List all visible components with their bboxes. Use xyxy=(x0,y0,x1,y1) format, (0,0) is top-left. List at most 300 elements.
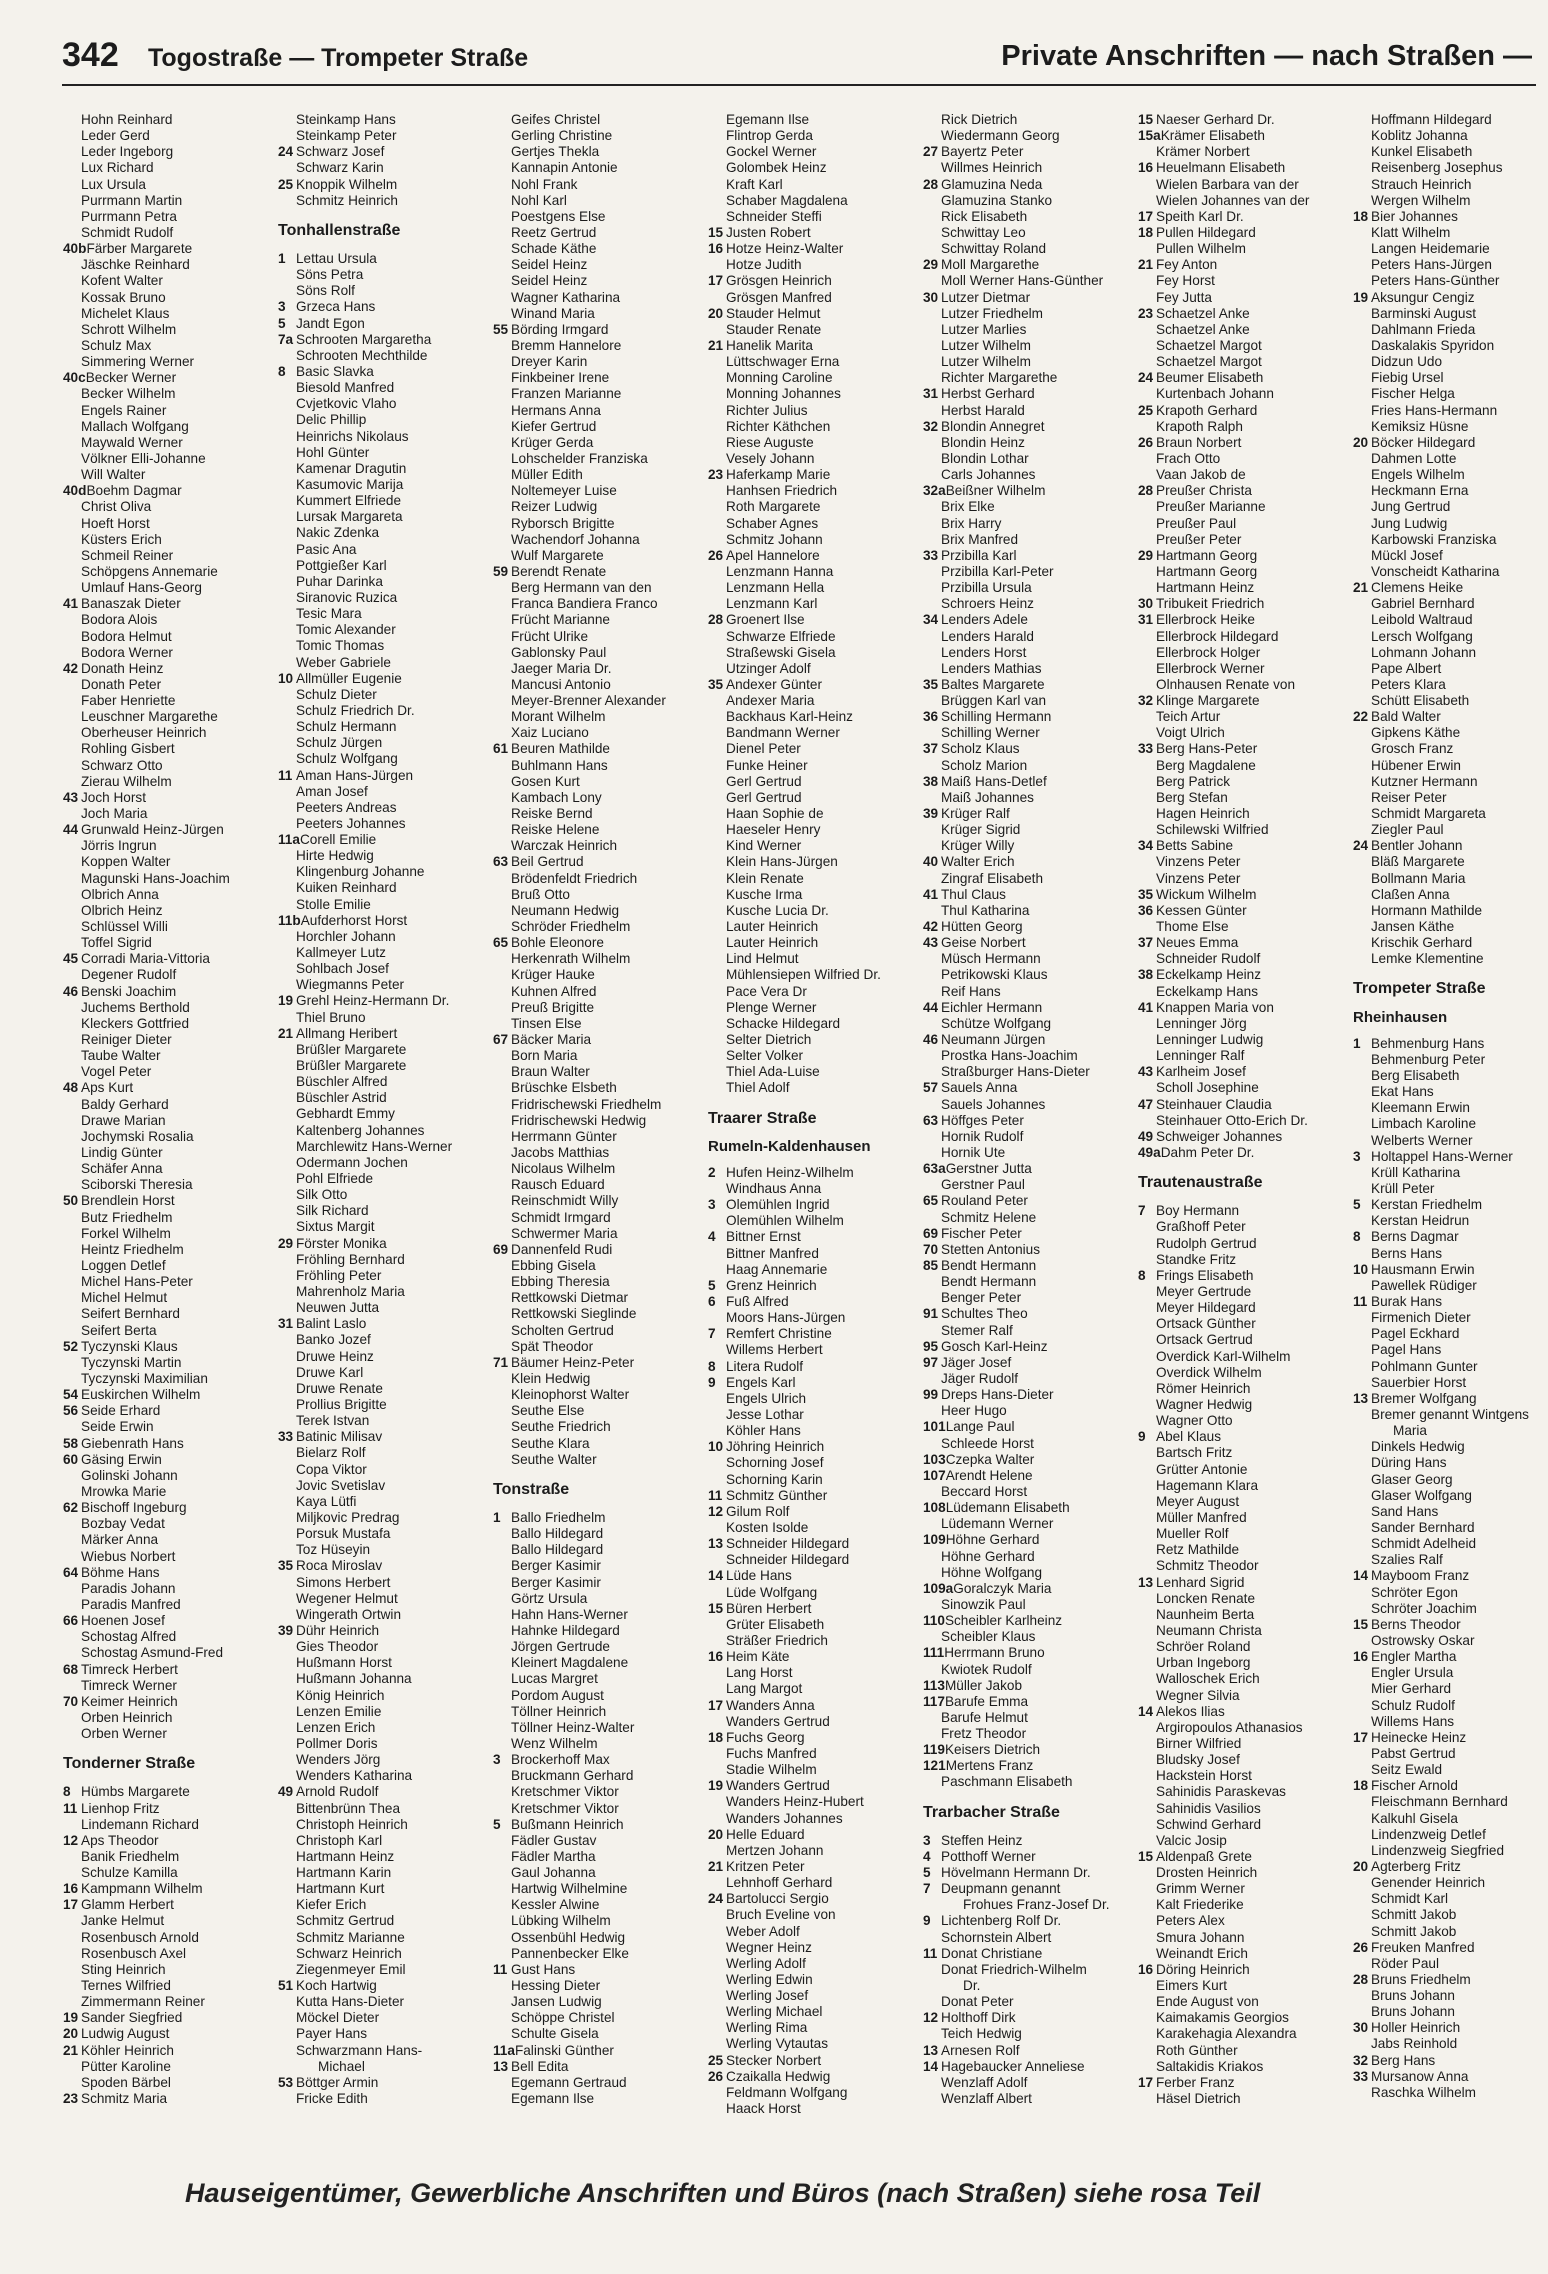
resident-name: Donat Peter xyxy=(941,1994,1014,2010)
resident-entry xyxy=(1353,1229,1543,1245)
resident-name: Höhne Gerhard xyxy=(945,1532,1040,1548)
house-number: 31 xyxy=(1138,612,1154,628)
resident-name: Büschler Astrid xyxy=(296,1090,387,1106)
resident-entry xyxy=(278,429,483,445)
resident-entry xyxy=(63,354,268,370)
resident-name: Fridrischewski Friedhelm xyxy=(511,1096,662,1112)
resident-entry xyxy=(278,1575,483,1591)
house-number: 35 xyxy=(1138,886,1154,902)
resident-name: Abel Klaus xyxy=(1156,1429,1221,1445)
house-number: 5 xyxy=(278,315,286,331)
resident-name: Schmidt Rudolf xyxy=(81,224,174,240)
house-number: 5 xyxy=(1353,1197,1361,1213)
resident-entry xyxy=(1353,1536,1543,1552)
resident-entry xyxy=(1353,1811,1543,1827)
resident-name: Umlauf Hans-Georg xyxy=(81,580,202,596)
house-number: 95 xyxy=(923,1338,939,1354)
resident-name: Schrooten Mechthilde xyxy=(296,347,428,363)
house-number: 42 xyxy=(923,919,939,935)
house-number: 65 xyxy=(923,1193,939,1209)
resident-name: Müsch Hermann xyxy=(941,951,1041,967)
resident-entry xyxy=(708,2036,913,2052)
resident-entry xyxy=(1138,1300,1343,1316)
resident-entry xyxy=(1138,1064,1343,1080)
resident-name: Straßewski Gisela xyxy=(726,644,836,660)
resident-name: Wagner Katharina xyxy=(511,289,621,305)
resident-entry xyxy=(493,774,698,790)
resident-name: Straßburger Hans-Dieter xyxy=(941,1064,1090,1080)
resident-name: Gerstner Jutta xyxy=(945,1161,1032,1177)
resident-entry xyxy=(1353,661,1543,677)
resident-entry xyxy=(1138,1252,1343,1268)
resident-entry xyxy=(1353,370,1543,386)
resident-name: Peeters Johannes xyxy=(296,815,406,831)
resident-name: Kamenar Dragutin xyxy=(296,460,407,476)
resident-name: Seitz Ewald xyxy=(1371,1762,1443,1778)
resident-name: Leder Gerd xyxy=(81,128,150,144)
resident-name: Jäschke Reinhard xyxy=(81,257,190,273)
resident-name: Noltemeyer Luise xyxy=(511,483,617,499)
resident-entry xyxy=(708,1064,913,1080)
resident-entry xyxy=(63,386,268,402)
resident-name: Scholz Marion xyxy=(941,757,1028,773)
resident-name: Rettkowski Sieglinde xyxy=(511,1306,637,1322)
resident-name: Rudolph Gertrud xyxy=(1156,1235,1257,1251)
resident-entry xyxy=(1138,112,1343,128)
resident-entry xyxy=(278,1365,483,1381)
resident-entry xyxy=(63,1306,268,1322)
resident-entry xyxy=(63,516,268,532)
resident-entry xyxy=(63,887,268,903)
resident-name: Aksungur Cengiz xyxy=(1371,289,1475,305)
street-heading: Tonstraße xyxy=(493,1480,570,1498)
house-number: 16 xyxy=(1138,1961,1154,1977)
resident-entry xyxy=(493,2026,698,2042)
resident-name: Peters Klara xyxy=(1371,676,1446,692)
resident-entry xyxy=(1138,499,1343,515)
resident-name: Aldenpaß Grete xyxy=(1156,1848,1252,1864)
resident-entry xyxy=(493,144,698,160)
house-number: 69 xyxy=(923,1225,939,1241)
resident-entry xyxy=(708,2101,913,2117)
resident-name: Sixtus Margit xyxy=(296,1219,375,1235)
entry-continuation: Maria xyxy=(1393,1423,1427,1439)
resident-name: Arnold Rudolf xyxy=(296,1784,379,1800)
resident-entry xyxy=(493,1177,698,1193)
resident-name: Lüde Wolfgang xyxy=(726,1584,818,1600)
resident-entry xyxy=(278,412,483,428)
resident-name: Ternes Wilfried xyxy=(81,1978,171,1994)
resident-name: Schulz Hermann xyxy=(296,719,397,735)
resident-name: Silk Otto xyxy=(296,1187,348,1203)
resident-entry xyxy=(1353,1875,1543,1891)
resident-entry xyxy=(493,1080,698,1096)
resident-name: Kaltenberg Johannes xyxy=(296,1122,425,1138)
resident-name: Schaetzel Margot xyxy=(1156,337,1262,353)
house-number: 28 xyxy=(1138,483,1154,499)
resident-name: Grenz Heinrich xyxy=(726,1277,817,1293)
resident-name: Mühlensiepen Wilfried Dr. xyxy=(726,967,881,983)
resident-entry xyxy=(493,1913,698,1929)
resident-entry xyxy=(63,967,268,983)
resident-entry xyxy=(278,1849,483,1865)
resident-entry xyxy=(493,709,698,725)
house-number: 27 xyxy=(923,144,939,160)
resident-name: Schorning Josef xyxy=(726,1455,824,1471)
resident-name: Jesse Lothar xyxy=(726,1407,804,1422)
resident-name: Tomic Alexander xyxy=(296,622,396,638)
resident-name: Frücht Marianne xyxy=(511,612,610,628)
resident-entry xyxy=(1353,774,1543,790)
resident-entry xyxy=(493,661,698,677)
resident-entry xyxy=(708,386,913,402)
resident-name: Seuthe Else xyxy=(511,1403,585,1419)
resident-name: Beumer Elisabeth xyxy=(1156,370,1264,386)
house-number: 31 xyxy=(923,386,939,402)
resident-name: Töllner Heinz-Walter xyxy=(511,1719,635,1735)
resident-name: Pape Albert xyxy=(1371,660,1442,676)
resident-entry xyxy=(1138,887,1343,903)
house-number: 12 xyxy=(923,2010,939,2026)
resident-name: Bier Johannes xyxy=(1371,208,1458,224)
resident-name: Schwarz Otto xyxy=(81,757,163,773)
resident-name: Berg Magdalene xyxy=(1156,757,1256,773)
resident-name: Timreck Herbert xyxy=(81,1661,178,1677)
resident-name: Braun Norbert xyxy=(1156,434,1242,450)
resident-entry xyxy=(278,1155,483,1171)
house-number: 85 xyxy=(923,1257,939,1273)
resident-entry xyxy=(278,525,483,541)
resident-entry xyxy=(708,1617,913,1633)
resident-entry xyxy=(63,160,268,176)
resident-name: Ellerbrock Werner xyxy=(1156,660,1265,676)
resident-name: Boy Hermann xyxy=(1156,1203,1240,1219)
resident-name: Hohn Reinhard xyxy=(81,112,173,127)
resident-entry xyxy=(63,306,268,322)
resident-name: Engels Karl xyxy=(726,1374,796,1390)
resident-name: Schmitz Günther xyxy=(726,1487,828,1503)
resident-name: Lienhop Fritz xyxy=(81,1800,160,1816)
resident-entry xyxy=(1353,1714,1543,1730)
resident-name: Hahnke Hildegard xyxy=(511,1622,620,1638)
resident-entry xyxy=(278,590,483,606)
resident-entry xyxy=(1353,1278,1543,1294)
resident-name: Sahinidis Vasilios xyxy=(1156,1800,1261,1816)
resident-entry xyxy=(278,251,483,267)
resident-entry xyxy=(923,1946,1128,1962)
house-number: 41 xyxy=(63,596,79,612)
resident-name: Druwe Heinz xyxy=(296,1348,374,1364)
house-number: 5 xyxy=(493,1816,501,1832)
resident-entry xyxy=(63,1865,268,1881)
resident-name: Seide Erwin xyxy=(81,1419,154,1435)
resident-entry xyxy=(1138,2010,1343,2026)
resident-name: Remfert Christine xyxy=(726,1326,832,1342)
resident-name: Bäumer Heinz-Peter xyxy=(511,1354,635,1370)
resident-entry xyxy=(708,419,913,435)
resident-name: Batinic Milisav xyxy=(296,1429,383,1445)
resident-name: Lauter Heinrich xyxy=(726,935,819,951)
resident-name: Schilewski Wilfried xyxy=(1156,822,1269,838)
resident-entry xyxy=(708,1972,913,1988)
resident-entry xyxy=(278,1349,483,1365)
resident-entry xyxy=(708,1730,913,1746)
resident-name: Gerling Christine xyxy=(511,128,613,144)
resident-name: Selter Volker xyxy=(726,1048,804,1064)
directory-column-5 xyxy=(923,112,1128,2152)
resident-name: Alekos Ilias xyxy=(1156,1703,1225,1719)
resident-name: Egemann Ilse xyxy=(726,112,810,127)
resident-entry xyxy=(1138,1688,1343,1704)
resident-name: Jochymski Rosalia xyxy=(81,1128,194,1144)
resident-name: Puhar Darinka xyxy=(296,573,383,589)
resident-name: Czaikalla Hedwig xyxy=(726,2068,831,2084)
resident-entry xyxy=(493,1542,698,1558)
resident-name: Krüll Katharina xyxy=(1371,1164,1461,1180)
resident-entry xyxy=(63,693,268,709)
resident-entry xyxy=(1353,629,1543,645)
resident-name: Hotze Judith xyxy=(726,257,802,273)
resident-entry xyxy=(63,1226,268,1242)
resident-name: Didzun Udo xyxy=(1371,354,1443,370)
resident-name: Berger Kasimir xyxy=(511,1558,601,1574)
resident-entry xyxy=(923,645,1128,661)
resident-entry xyxy=(708,790,913,806)
resident-name: Pasic Ana xyxy=(296,541,357,557)
resident-name: Bruns Friedhelm xyxy=(1371,1971,1471,1987)
resident-entry xyxy=(1353,112,1543,128)
house-number: 97 xyxy=(923,1354,939,1370)
house-number: 24 xyxy=(1138,370,1154,386)
resident-name: Wenders Katharina xyxy=(296,1768,413,1784)
resident-entry xyxy=(708,1924,913,1940)
resident-entry xyxy=(63,435,268,451)
house-number: 20 xyxy=(63,2026,79,2042)
house-number: 108 xyxy=(923,1500,946,1516)
resident-name: Tesic Mara xyxy=(296,606,362,622)
resident-entry xyxy=(493,273,698,289)
resident-entry xyxy=(493,903,698,919)
resident-entry xyxy=(63,338,268,354)
resident-name: Willems Hans xyxy=(1371,1713,1455,1729)
resident-name: Schmitz Theodor xyxy=(1156,1558,1259,1574)
resident-name: Bodora Helmut xyxy=(81,628,172,644)
resident-name: Wielen Johannes van der xyxy=(1156,192,1310,208)
resident-name: Winand Maria xyxy=(511,305,595,321)
resident-name: Behmenburg Peter xyxy=(1371,1051,1486,1067)
resident-name: Kusche Irma xyxy=(726,886,803,902)
house-number: 18 xyxy=(1353,1778,1369,1794)
resident-name: Düring Hans xyxy=(1371,1455,1447,1471)
house-number: 45 xyxy=(63,951,79,967)
resident-entry xyxy=(1138,1752,1343,1768)
resident-entry xyxy=(1353,1746,1543,1762)
resident-name: Egemann Ilse xyxy=(511,2091,595,2107)
house-number: 57 xyxy=(923,1080,939,1096)
resident-entry xyxy=(923,1629,1128,1645)
resident-entry xyxy=(278,316,483,332)
resident-name: Höffges Peter xyxy=(941,1112,1024,1128)
resident-name: Sciborski Theresia xyxy=(81,1177,193,1193)
resident-entry xyxy=(1138,951,1343,967)
resident-entry xyxy=(1138,1994,1343,2010)
resident-entry xyxy=(278,703,483,719)
resident-name: Mertens Franz xyxy=(945,1758,1034,1774)
resident-name: Hackstein Horst xyxy=(1156,1768,1252,1784)
house-number: 12 xyxy=(63,1832,79,1848)
resident-name: Seidel Heinz xyxy=(511,273,588,289)
resident-entry xyxy=(278,638,483,654)
resident-name: Hartmann Heinz xyxy=(296,1848,395,1864)
resident-name: Orben Heinrich xyxy=(81,1709,173,1725)
resident-name: Lutzer Wilhelm xyxy=(941,354,1031,370)
resident-name: Grosch Franz xyxy=(1371,741,1454,757)
resident-entry xyxy=(708,822,913,838)
district-heading: Rheinhausen xyxy=(1353,1008,1448,1026)
resident-name: Fiebig Ursel xyxy=(1371,370,1444,386)
resident-name: Kerstan Heidrun xyxy=(1371,1213,1470,1229)
resident-entry xyxy=(1353,2020,1543,2036)
resident-entry xyxy=(923,693,1128,709)
resident-name: Klein Hans-Jürgen xyxy=(726,854,838,870)
resident-name: Lux Ursula xyxy=(81,176,146,192)
resident-name: Zingraf Elisabeth xyxy=(941,870,1044,886)
resident-entry xyxy=(923,2043,1128,2059)
resident-entry xyxy=(278,784,483,800)
resident-entry xyxy=(1353,806,1543,822)
resident-entry xyxy=(1138,1236,1343,1252)
resident-name: Apel Hannelore xyxy=(726,547,820,563)
resident-name: Döring Heinrich xyxy=(1156,1961,1250,1977)
resident-entry xyxy=(708,548,913,564)
resident-name: Meyer-Brenner Alexander xyxy=(511,693,666,709)
resident-name: Seifert Bernhard xyxy=(81,1306,180,1322)
resident-entry xyxy=(493,1833,698,1849)
resident-name: Scheibler Karlheinz xyxy=(944,1613,1063,1629)
resident-name: Overdick Wilhelm xyxy=(1156,1364,1262,1380)
resident-entry xyxy=(708,838,913,854)
resident-entry xyxy=(708,1407,913,1423)
resident-name: Banaszak Dieter xyxy=(81,596,181,612)
resident-name: Hahn Hans-Werner xyxy=(511,1606,628,1622)
resident-name: Thul Claus xyxy=(941,886,1006,902)
resident-name: Ballo Friedhelm xyxy=(511,1509,606,1525)
resident-name: Wergen Wilhelm xyxy=(1371,192,1471,208)
resident-name: Burak Hans xyxy=(1371,1294,1443,1310)
resident-entry xyxy=(493,951,698,967)
resident-name: Engels Ulrich xyxy=(726,1390,807,1406)
resident-entry xyxy=(708,709,913,725)
house-number: 119 xyxy=(923,1742,945,1758)
resident-entry xyxy=(493,1688,698,1704)
resident-entry xyxy=(1138,160,1343,176)
resident-entry xyxy=(63,1565,268,1581)
resident-entry xyxy=(1138,1284,1343,1300)
resident-name: Sahinidis Paraskevas xyxy=(1156,1784,1286,1800)
resident-entry xyxy=(63,1484,268,1500)
resident-name: Magunski Hans-Joachim xyxy=(81,870,230,886)
resident-name: Kretschmer Viktor xyxy=(511,1800,619,1816)
resident-name: Vonscheidt Katharina xyxy=(1371,563,1500,579)
resident-name: Schade Käthe xyxy=(511,241,597,257)
resident-name: Beuren Mathilde xyxy=(511,741,610,757)
resident-entry xyxy=(63,1290,268,1306)
resident-entry xyxy=(63,1678,268,1694)
resident-name: Dahlmann Frieda xyxy=(1371,321,1476,337)
resident-name: Stetten Antonius xyxy=(941,1241,1041,1257)
resident-entry xyxy=(493,1452,698,1468)
resident-name: Ferber Franz xyxy=(1156,2074,1235,2090)
resident-name: Lenninger Ralf xyxy=(1156,1048,1245,1064)
resident-name: Olemühlen Wilhelm xyxy=(726,1213,844,1229)
resident-name: Schmidt Irmgard xyxy=(511,1209,611,1225)
resident-name: Teich Hedwig xyxy=(941,2026,1022,2042)
resident-entry xyxy=(1353,241,1543,257)
resident-entry xyxy=(278,1704,483,1720)
house-number: 39 xyxy=(923,806,939,822)
resident-name: Hanelik Marita xyxy=(726,337,813,353)
resident-name: Hohl Günter xyxy=(296,444,370,460)
resident-entry xyxy=(1353,128,1543,144)
resident-entry xyxy=(708,1778,913,1794)
resident-entry xyxy=(923,967,1128,983)
resident-name: Berg Stefan xyxy=(1156,789,1228,805)
resident-name: Grzeca Hans xyxy=(296,299,376,315)
house-number: 8 xyxy=(278,363,286,379)
resident-entry xyxy=(278,2043,483,2059)
resident-entry xyxy=(278,509,483,525)
resident-entry xyxy=(278,1768,483,1784)
resident-name: Bentler Johann xyxy=(1371,838,1463,854)
resident-name: Keisers Dietrich xyxy=(944,1742,1041,1758)
resident-entry xyxy=(1138,838,1343,854)
resident-name: Schröder Friedhelm xyxy=(511,919,631,935)
resident-name: Berg Hans-Peter xyxy=(1156,741,1258,757)
house-number: 66 xyxy=(63,1613,79,1629)
resident-name: Werling Adolf xyxy=(726,1955,806,1971)
resident-entry xyxy=(63,419,268,435)
resident-name: Lenzmann Hella xyxy=(726,580,825,596)
resident-name: Görtz Ursula xyxy=(511,1590,588,1606)
resident-name: Neuwen Jutta xyxy=(296,1300,380,1316)
resident-name: Karbowski Franziska xyxy=(1371,531,1497,547)
resident-entry xyxy=(923,1242,1128,1258)
resident-entry xyxy=(278,1445,483,1461)
resident-entry xyxy=(1353,1488,1543,1504)
resident-name: Lüdemann Elisabeth xyxy=(945,1500,1070,1516)
resident-name: Hümbs Margarete xyxy=(81,1784,190,1800)
resident-name: Hußmann Johanna xyxy=(296,1671,412,1687)
resident-name: Wanders Gertrud xyxy=(726,1778,830,1794)
resident-name: Kiefer Gertrud xyxy=(511,418,597,434)
resident-entry xyxy=(63,1549,268,1565)
resident-name: Tyczynski Martin xyxy=(81,1354,182,1370)
house-number: 7 xyxy=(708,1326,716,1342)
resident-name: Rick Dietrich xyxy=(941,112,1018,127)
resident-name: Windhaus Anna xyxy=(726,1181,822,1197)
resident-name: Neumann Christa xyxy=(1156,1622,1262,1638)
house-number: 30 xyxy=(1353,2020,1369,2036)
resident-name: Seifert Berta xyxy=(81,1322,157,1338)
resident-name: Schmidt Margareta xyxy=(1371,806,1486,822)
resident-entry xyxy=(1138,1881,1343,1897)
resident-name: Thiel Bruno xyxy=(296,1009,366,1025)
resident-entry xyxy=(63,1113,268,1129)
resident-entry xyxy=(493,1526,698,1542)
resident-entry xyxy=(923,1048,1128,1064)
resident-entry xyxy=(493,564,698,580)
street-heading: Trarbacher Straße xyxy=(923,1803,1060,1821)
